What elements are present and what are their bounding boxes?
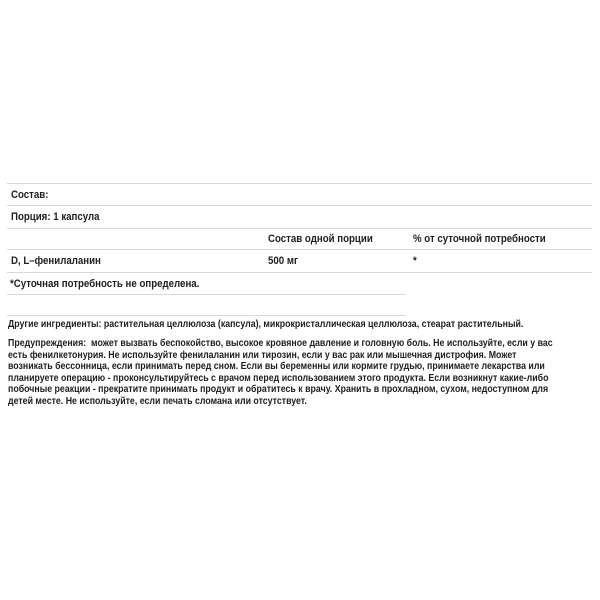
table-row-footnote bbox=[7, 273, 406, 295]
warnings-line: есть фенилкетонурия. Не используйте фенилаланин или тирозин, если у вас рак или мышечная дистрофия. Может bbox=[8, 349, 517, 361]
warnings-line: детей месте. Не используйте, если печать сломана или отсутствует. bbox=[8, 395, 307, 407]
warnings-line: возникать бессонница, если принимать перед сном. Если вы беременны или кормите грудью, принимаете лекарства или bbox=[8, 361, 545, 372]
column-header-daily-value: % от суточной потребности bbox=[413, 233, 546, 245]
ingredient-amount: 500 мг bbox=[268, 255, 299, 267]
column-header-per-serving: Состав одной порции bbox=[268, 233, 373, 245]
composition-label: Состав: bbox=[11, 188, 49, 201]
serving-size-label: Порция: 1 капсула bbox=[11, 211, 100, 223]
warnings-line: Предупреждения: может вызвать беспокойство, высокое кровяное давление и головную боль. Не используйте, если у вас bbox=[8, 338, 553, 349]
supplement-facts-table bbox=[7, 183, 592, 316]
table-row-ingredient bbox=[7, 250, 592, 273]
table-row-composition bbox=[7, 184, 592, 206]
other-ingredients-text: Другие ингредиенты: растительная целлюлоза (капсула), микрокристаллическая целлюлоза, стеарат растительный. bbox=[8, 319, 524, 330]
ingredient-name: D, L–фенилаланин bbox=[11, 255, 101, 267]
table-row-headers bbox=[7, 229, 592, 250]
warnings-line: планируете операцию - проконсультируйтесь с врачом перед использованием этого продукта. Если возникнут какие-либо bbox=[8, 372, 549, 384]
other-ingredients-paragraph bbox=[8, 319, 594, 331]
table-row-serving bbox=[7, 206, 592, 229]
warnings-paragraph bbox=[8, 338, 600, 407]
footnote-text: *Суточная потребность не определена. bbox=[10, 277, 200, 290]
ingredient-daily-value: * bbox=[413, 255, 417, 267]
table-row-empty bbox=[7, 295, 406, 316]
warnings-line: побочные реакции - прекратите принимать продукт и обратитесь к врачу. Хранить в прохладном, сухом, недоступном для bbox=[8, 384, 549, 395]
